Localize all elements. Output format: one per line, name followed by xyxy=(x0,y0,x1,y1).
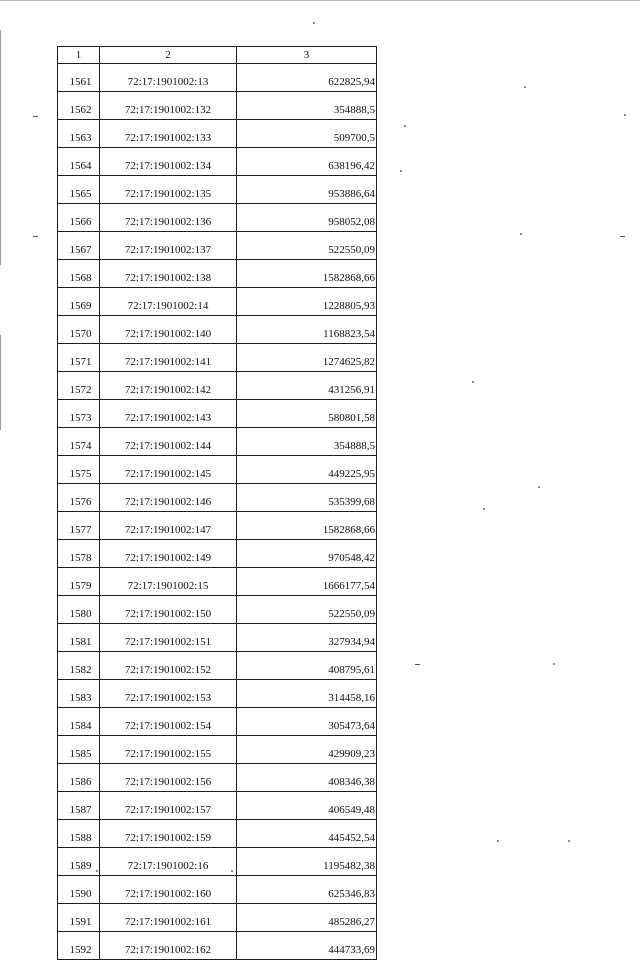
cadastral-number-cell: 72:17:1901002:144 xyxy=(100,428,237,456)
scan-margin-line xyxy=(0,30,1,265)
value-cell: 622825,94 xyxy=(237,64,377,92)
value-cell: 449225,95 xyxy=(237,456,377,484)
row-number-cell: 1574 xyxy=(58,428,100,456)
row-number-cell: 1579 xyxy=(58,568,100,596)
value-cell: 327934,94 xyxy=(237,624,377,652)
value-cell: 958052,08 xyxy=(237,204,377,232)
cadastral-number-cell: 72:17:1901002:146 xyxy=(100,484,237,512)
value-cell: 580801,58 xyxy=(237,400,377,428)
cadastral-number-cell: 72:17:1901002:136 xyxy=(100,204,237,232)
table-row xyxy=(58,932,377,960)
table-header-row xyxy=(58,47,377,64)
value-cell: 509700,5 xyxy=(237,120,377,148)
cadastral-number-cell: 72:17:1901002:15 xyxy=(100,568,237,596)
cadastral-number-cell: 72:17:1901002:141 xyxy=(100,344,237,372)
row-number-cell: 1563 xyxy=(58,120,100,148)
value-cell: 408795,61 xyxy=(237,652,377,680)
table-row xyxy=(58,708,377,736)
table-body xyxy=(58,64,377,960)
row-number-cell: 1576 xyxy=(58,484,100,512)
table-row xyxy=(58,652,377,680)
table-row xyxy=(58,736,377,764)
table-row xyxy=(58,904,377,932)
row-number-cell: 1575 xyxy=(58,456,100,484)
value-cell: 535399,68 xyxy=(237,484,377,512)
table-row xyxy=(58,120,377,148)
row-number-cell: 1564 xyxy=(58,148,100,176)
value-cell: 305473,64 xyxy=(237,708,377,736)
cadastral-number-cell: 72:17:1901002:160 xyxy=(100,876,237,904)
cadastral-number-cell: 72:17:1901002:140 xyxy=(100,316,237,344)
value-cell: 406549,48 xyxy=(237,792,377,820)
value-cell: 1582868,66 xyxy=(237,260,377,288)
table-row xyxy=(58,372,377,400)
table-row xyxy=(58,568,377,596)
cadastral-number-cell: 72:17:1901002:156 xyxy=(100,764,237,792)
value-cell: 625346,83 xyxy=(237,876,377,904)
row-number-cell: 1583 xyxy=(58,680,100,708)
row-number-cell: 1561 xyxy=(58,64,100,92)
cadastral-number-cell: 72:17:1901002:153 xyxy=(100,680,237,708)
scan-speck xyxy=(415,664,420,665)
scan-speck xyxy=(568,840,570,842)
table-row xyxy=(58,512,377,540)
scan-speck xyxy=(553,663,555,665)
row-number-cell: 1573 xyxy=(58,400,100,428)
table-row xyxy=(58,876,377,904)
scan-speck xyxy=(404,125,406,127)
table-row xyxy=(58,764,377,792)
cadastral-number-cell: 72:17:1901002:145 xyxy=(100,456,237,484)
value-cell: 638196,42 xyxy=(237,148,377,176)
row-number-cell: 1569 xyxy=(58,288,100,316)
value-cell: 522550,09 xyxy=(237,596,377,624)
cadastral-number-cell: 72:17:1901002:143 xyxy=(100,400,237,428)
row-number-cell: 1581 xyxy=(58,624,100,652)
value-cell: 1195482,38 xyxy=(237,848,377,876)
cadastral-number-cell: 72:17:1901002:16 xyxy=(100,848,237,876)
cadastral-number-cell: 72:17:1901002:133 xyxy=(100,120,237,148)
scan-speck xyxy=(620,236,625,237)
scan-speck xyxy=(497,840,499,842)
row-number-cell: 1566 xyxy=(58,204,100,232)
scan-speck xyxy=(400,170,402,172)
row-number-cell: 1591 xyxy=(58,904,100,932)
scan-speck xyxy=(624,114,626,116)
cadastral-number-cell: 72:17:1901002:135 xyxy=(100,176,237,204)
value-cell: 1228805,93 xyxy=(237,288,377,316)
row-number-cell: 1590 xyxy=(58,876,100,904)
table-row xyxy=(58,92,377,120)
cadastral-number-cell: 72:17:1901002:152 xyxy=(100,652,237,680)
row-number-cell: 1589 xyxy=(58,848,100,876)
value-cell: 970548,42 xyxy=(237,540,377,568)
row-number-cell: 1562 xyxy=(58,92,100,120)
cadastral-number-cell: 72:17:1901002:14 xyxy=(100,288,237,316)
value-cell: 354888,5 xyxy=(237,92,377,120)
value-cell: 485286,27 xyxy=(237,904,377,932)
table-row xyxy=(58,204,377,232)
cadastral-number-cell: 72:17:1901002:154 xyxy=(100,708,237,736)
table-row xyxy=(58,288,377,316)
row-number-cell: 1585 xyxy=(58,736,100,764)
cadastral-number-cell: 72:17:1901002:138 xyxy=(100,260,237,288)
row-number-cell: 1587 xyxy=(58,792,100,820)
table-row xyxy=(58,624,377,652)
row-number-cell: 1578 xyxy=(58,540,100,568)
table-row xyxy=(58,260,377,288)
cadastral-number-cell: 72:17:1901002:157 xyxy=(100,792,237,820)
scan-margin-line xyxy=(0,335,1,430)
table-row xyxy=(58,596,377,624)
table-row xyxy=(58,484,377,512)
value-cell: 314458,16 xyxy=(237,680,377,708)
row-number-cell: 1592 xyxy=(58,932,100,960)
table-row xyxy=(58,316,377,344)
cadastral-number-cell: 72:17:1901002:161 xyxy=(100,904,237,932)
row-number-cell: 1572 xyxy=(58,372,100,400)
table-row xyxy=(58,148,377,176)
row-number-cell: 1582 xyxy=(58,652,100,680)
column-header-code: 2 xyxy=(100,47,237,64)
value-cell: 953886,64 xyxy=(237,176,377,204)
table-row xyxy=(58,176,377,204)
value-cell: 1666177,54 xyxy=(237,568,377,596)
table-row xyxy=(58,428,377,456)
value-cell: 1168823,54 xyxy=(237,316,377,344)
scan-speck xyxy=(472,381,474,383)
table-row xyxy=(58,848,377,876)
cadastral-number-cell: 72:17:1901002:13 xyxy=(100,64,237,92)
row-number-cell: 1565 xyxy=(58,176,100,204)
cadastral-number-cell: 72:17:1901002:132 xyxy=(100,92,237,120)
table-row xyxy=(58,400,377,428)
value-cell: 354888,5 xyxy=(237,428,377,456)
cadastral-number-cell: 72:17:1901002:149 xyxy=(100,540,237,568)
scan-speck xyxy=(33,236,38,237)
value-cell: 1274625,82 xyxy=(237,344,377,372)
column-header-value: 3 xyxy=(237,47,377,64)
value-cell: 431256,91 xyxy=(237,372,377,400)
scan-speck xyxy=(313,22,315,24)
row-number-cell: 1586 xyxy=(58,764,100,792)
row-number-cell: 1588 xyxy=(58,820,100,848)
cadastral-number-cell: 72:17:1901002:155 xyxy=(100,736,237,764)
table-row xyxy=(58,792,377,820)
cadastral-number-cell: 72:17:1901002:137 xyxy=(100,232,237,260)
page-top-edge xyxy=(0,0,640,1)
row-number-cell: 1571 xyxy=(58,344,100,372)
scan-speck xyxy=(33,116,38,117)
row-number-cell: 1570 xyxy=(58,316,100,344)
value-cell: 445452,54 xyxy=(237,820,377,848)
value-cell: 444733,69 xyxy=(237,932,377,960)
cadastral-number-cell: 72:17:1901002:147 xyxy=(100,512,237,540)
row-number-cell: 1580 xyxy=(58,596,100,624)
scan-speck xyxy=(520,233,522,235)
row-number-cell: 1568 xyxy=(58,260,100,288)
cadastral-value-table xyxy=(57,46,377,960)
value-cell: 429909,23 xyxy=(237,736,377,764)
table-row xyxy=(58,232,377,260)
value-cell: 522550,09 xyxy=(237,232,377,260)
row-number-cell: 1567 xyxy=(58,232,100,260)
value-cell: 408346,38 xyxy=(237,764,377,792)
cadastral-number-cell: 72:17:1901002:159 xyxy=(100,820,237,848)
table-row xyxy=(58,540,377,568)
table-row xyxy=(58,680,377,708)
scan-speck xyxy=(483,508,485,510)
row-number-cell: 1577 xyxy=(58,512,100,540)
cadastral-number-cell: 72:17:1901002:151 xyxy=(100,624,237,652)
cadastral-number-cell: 72:17:1901002:162 xyxy=(100,932,237,960)
scan-speck xyxy=(524,86,526,88)
table-row xyxy=(58,456,377,484)
value-cell: 1582868,66 xyxy=(237,512,377,540)
cadastral-number-cell: 72:17:1901002:142 xyxy=(100,372,237,400)
column-header-number: 1 xyxy=(58,47,100,64)
table-row xyxy=(58,820,377,848)
table-row xyxy=(58,64,377,92)
cadastral-number-cell: 72:17:1901002:150 xyxy=(100,596,237,624)
cadastral-number-cell: 72:17:1901002:134 xyxy=(100,148,237,176)
row-number-cell: 1584 xyxy=(58,708,100,736)
table-row xyxy=(58,344,377,372)
scan-speck xyxy=(538,486,540,488)
